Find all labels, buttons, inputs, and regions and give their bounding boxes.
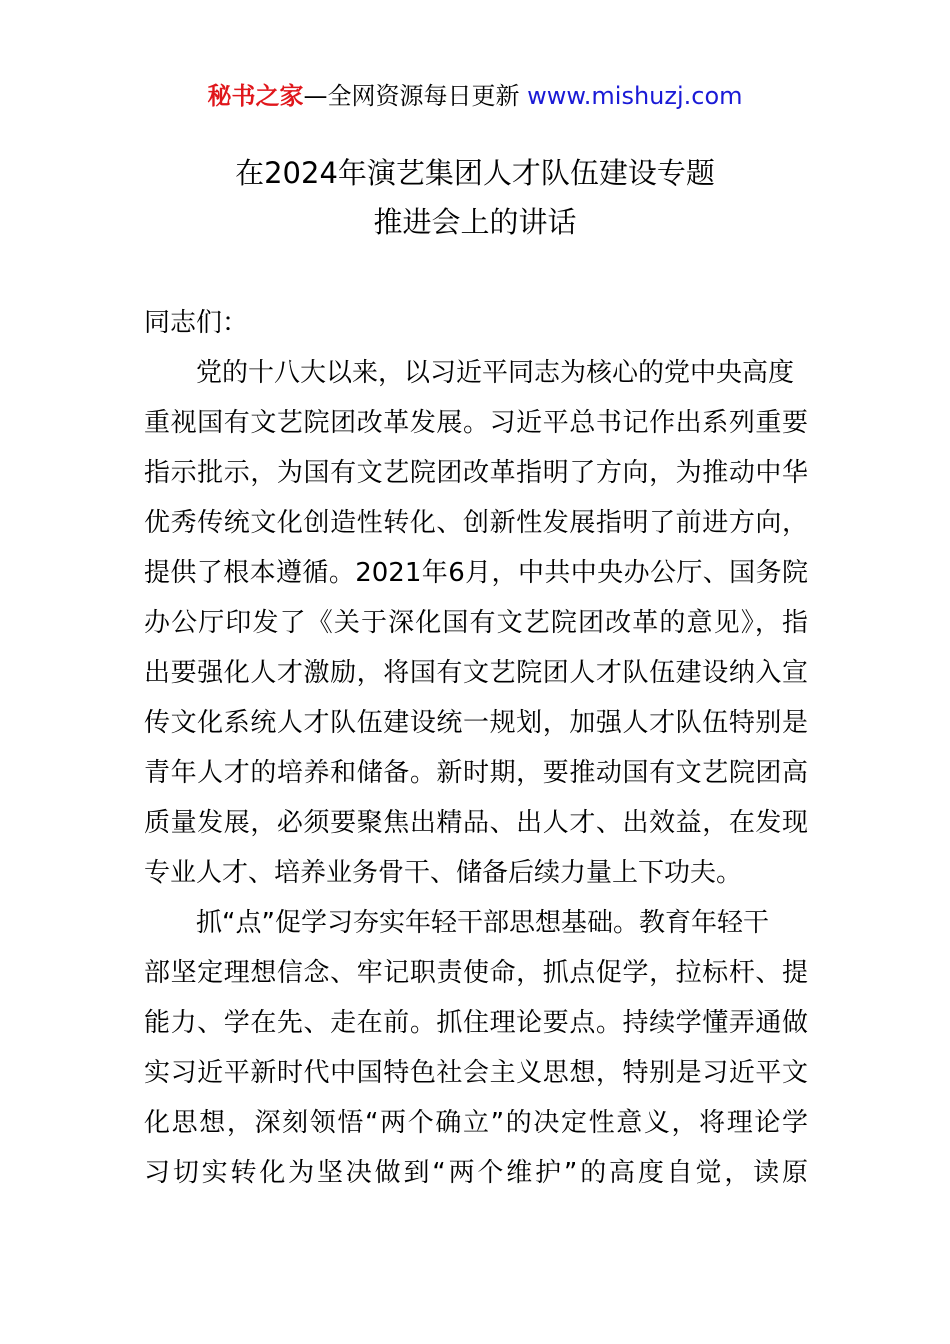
paragraph-1-line: 提供了根本遵循。2021年6月，中共中央办公厅、国务院 bbox=[144, 558, 808, 588]
document-title-line-1: 在2024年演艺集团人才队伍建设专题 bbox=[235, 156, 715, 190]
paragraph-2-line: 能力、学在先、走在前。抓住理论要点。持续学懂弄通做 bbox=[144, 1008, 808, 1038]
paragraph-1-line: 质量发展，必须要聚焦出精品、出人才、出效益，在发现 bbox=[144, 808, 808, 838]
paragraph-2-line: 抓“点”促学习夯实年轻干部思想基础。教育年轻干 bbox=[196, 908, 769, 938]
salutation: 同志们： bbox=[144, 308, 249, 338]
paragraph-1-line: 专业人才、培养业务骨干、储备后续力量上下功夫。 bbox=[144, 858, 743, 888]
paragraph-1-line: 出要强化人才激励，将国有文艺院团人才队伍建设纳入宣 bbox=[144, 658, 808, 688]
paragraph-1-line: 优秀传统文化创造性转化、创新性发展指明了前进方向， bbox=[144, 508, 808, 538]
paragraph-1-line: 办公厅印发了《关于深化国有文艺院团改革的意见》，指 bbox=[144, 608, 808, 638]
paragraph-1-line: 党的十八大以来，以习近平同志为核心的党中央高度 bbox=[196, 358, 795, 388]
paragraph-2-line: 习切实转化为坚决做到“两个维护”的高度自觉，读原 bbox=[144, 1158, 808, 1188]
site-header bbox=[0, 80, 950, 112]
paragraph-1-line: 青年人才的培养和储备。新时期，要推动国有文艺院团高 bbox=[144, 758, 808, 788]
site-url-link[interactable]: www.mishuzj.com bbox=[527, 82, 743, 110]
brand-name: 秘书之家 bbox=[207, 82, 304, 110]
paragraph-1-line: 重视国有文艺院团改革发展。习近平总书记作出系列重要 bbox=[144, 408, 808, 438]
paragraph-2-line: 部坚定理想信念、牢记职责使命，抓点促学，拉标杆、提 bbox=[144, 958, 808, 988]
paragraph-1-line: 传文化系统人才队伍建设统一规划，加强人才队伍特别是 bbox=[144, 708, 808, 738]
paragraph-2-line: 化思想，深刻领悟“两个确立”的决定性意义，将理论学 bbox=[144, 1108, 808, 1138]
paragraph-1-line: 指示批示，为国有文艺院团改革指明了方向，为推动中华 bbox=[144, 458, 808, 488]
paragraph-2-line: 实习近平新时代中国特色社会主义思想，特别是习近平文 bbox=[144, 1058, 808, 1088]
header-tagline: —全网资源每日更新 bbox=[303, 82, 520, 110]
document-title-line-2: 推进会上的讲话 bbox=[373, 205, 577, 239]
